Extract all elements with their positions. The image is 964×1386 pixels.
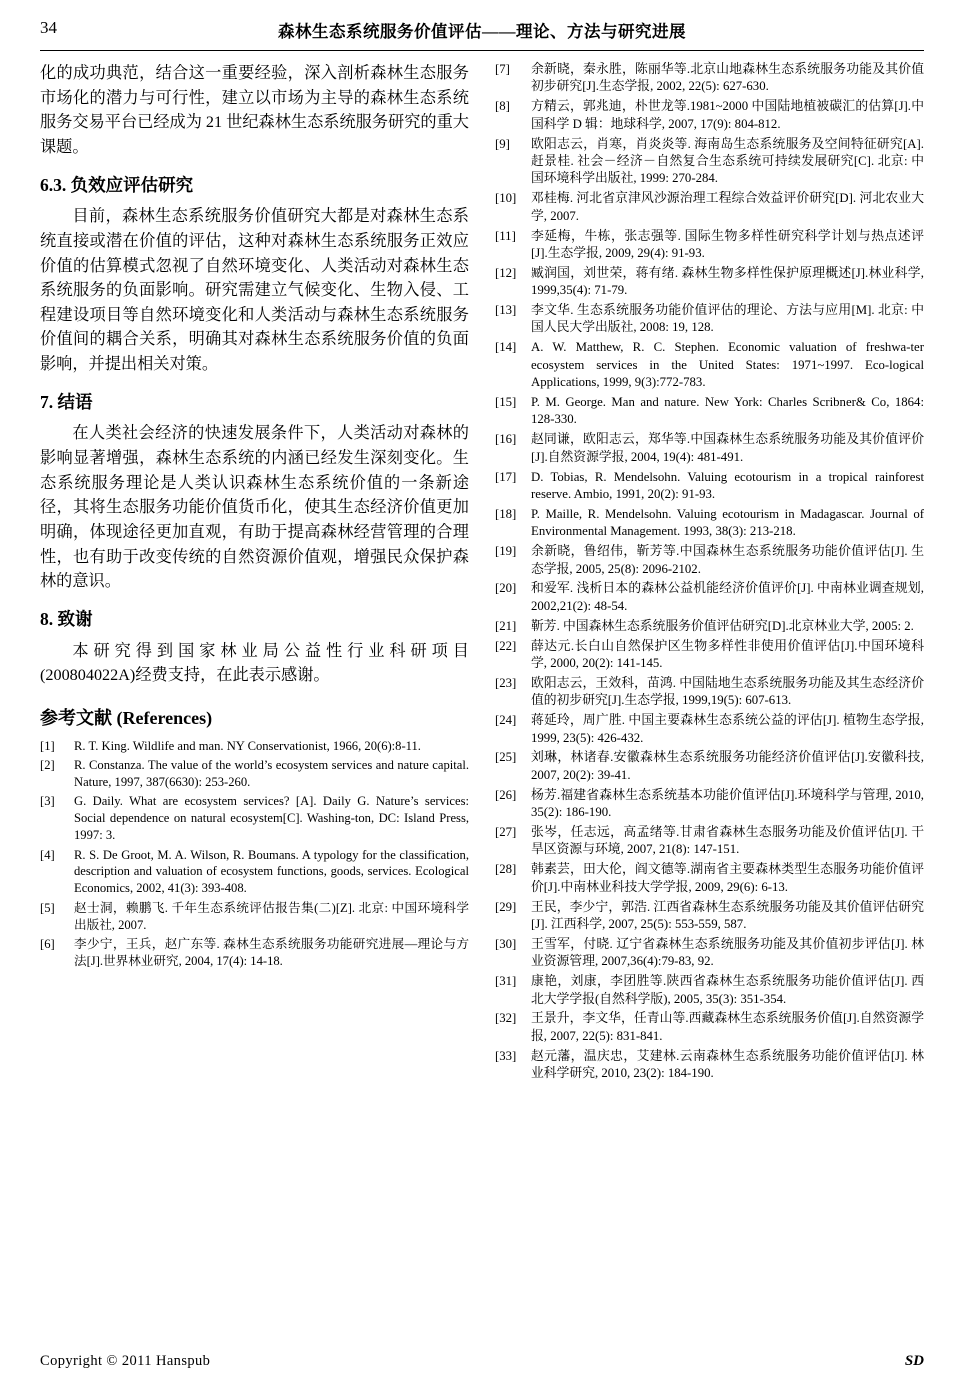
reference-text: A. W. Matthew, R. C. Stephen. Economic valuation of freshwa-ter ecosystem services in the United States: 1971~1997. Eco-logical Applications, 1999, 9(3):772-783.: [531, 340, 924, 390]
reference-text: 和爱军. 浅析日本的森林公益机能经济价值评价[J]. 中南林业调查规划, 2002,21(2): 48-54.: [531, 581, 924, 613]
reference-item: [40, 936, 469, 970]
reference-item: [495, 543, 924, 578]
two-column-body: [40, 61, 924, 1311]
reference-number: [18]: [495, 506, 517, 521]
reference-item: [495, 394, 924, 429]
reference-text: 邓桂梅. 河北省京津风沙源治理工程综合效益评价研究[D]. 河北农业大学, 2007.: [531, 191, 924, 223]
reference-text: 康艳，刘康，李团胜等.陕西省森林生态系统服务功能价值评估[J]. 西北大学学报(自然科学版), 2005, 35(3): 351-354.: [531, 974, 924, 1006]
reference-item: [495, 899, 924, 934]
references-heading: 参考文献 (References): [40, 707, 213, 728]
reference-text: R. S. De Groot, M. A. Wilson, R. Boumans. A typology for the classification, description and valuation of ecosystem functions, goods, services. Ecological Economics, 2002, 41(3): 393-408.: [74, 847, 469, 896]
section-7-body: 在人类社会经济的快速发展条件下，人类活动对森林的影响显著增强，森林生态系统的内涵已经发生深刻变化。生态系统服务理论是人类认识森林生态系统价值的一条新途径，其将生态服务功能价值货币化，使其生态经济价值更加明确，体现途径更加直观，有助于提高森林经营管理的合理性，也有助于改变传统的自然资源价值观，增强民众保护森林的意识。: [40, 424, 469, 591]
references-list-right: [495, 61, 924, 1097]
reference-number: [7]: [495, 62, 510, 76]
reference-text: 赵元藩，温庆忠，艾建林.云南森林生态系统服务功能价值评估[J]. 林业科学研究, 2010, 23(2): 184-190.: [531, 1048, 924, 1081]
reference-number: [26]: [495, 787, 517, 802]
reference-item: [495, 861, 924, 896]
reference-item: [495, 787, 924, 822]
reference-number: [30]: [495, 936, 517, 951]
reference-item: [495, 339, 924, 391]
reference-number: [29]: [495, 899, 517, 914]
reference-text: 杨芳.福建省森林生态系统基本功能价值评估[J].环境科学与管理, 2010, 35(2): 186-190.: [531, 787, 924, 820]
reference-number: [20]: [495, 581, 517, 596]
reference-item: [495, 469, 924, 504]
page-footer: [40, 1353, 924, 1370]
reference-item: [495, 302, 924, 337]
reference-item: [495, 638, 924, 673]
right-column: [495, 61, 924, 1311]
reference-text: 蒋延玲，周广胜. 中国主要森林生态系统公益的评估[J]. 植物生态学报, 1999, 23(5): 426-432.: [531, 713, 924, 745]
reference-number: [25]: [495, 750, 517, 765]
reference-text: 余新晓，秦永胜，陈丽华等.北京山地森林生态系统服务功能及其价值初步研究[J].生态学报, 2002, 22(5): 627-630.: [531, 62, 924, 94]
reference-number: [24]: [495, 713, 517, 728]
reference-item: [495, 265, 924, 300]
section-heading-6-3: 6.3. 负效应评估研究: [40, 174, 194, 195]
header-rule: [40, 50, 924, 51]
reference-item: [40, 847, 469, 898]
reference-item: [40, 900, 469, 934]
reference-number: [33]: [495, 1048, 517, 1063]
reference-item: [495, 98, 924, 133]
reference-text: 王景升，李文华，任青山等.西藏森林生态系统服务价值[J].自然资源学报, 2007, 22(5): 831-841.: [531, 1011, 924, 1043]
reference-item: [495, 1048, 924, 1083]
reference-item: [40, 793, 469, 844]
reference-number: [21]: [495, 618, 517, 633]
reference-text: D. Tobias, R. Mendelsohn. Valuing ecotourism in a tropical rainforest reserve. Ambio, 1991, 20(2): 91-93.: [531, 469, 924, 501]
reference-text: R. T. King. Wildlife and man. NY Conservationist, 1966, 20(6):8-11.: [74, 738, 421, 753]
reference-text: 方精云，郭兆迪，朴世龙等.1981~2000 中国陆地植被碳汇的估算[J].中国科学 D 辑：地球科学, 2007, 17(9): 804-812.: [531, 99, 924, 131]
reference-item: [495, 824, 924, 859]
reference-number: [28]: [495, 862, 517, 877]
reference-item: [495, 712, 924, 747]
reference-number: [27]: [495, 825, 517, 840]
reference-item: [40, 757, 469, 791]
reference-text: 张岑，任志远，高孟绪等.甘肃省森林生态服务功能及价值评估[J]. 干旱区资源与环境, 2007, 21(8): 147-151.: [531, 825, 924, 857]
reference-number: [19]: [495, 544, 517, 559]
reference-number: [14]: [495, 340, 517, 355]
reference-item: [495, 1010, 924, 1045]
reference-number: [15]: [495, 395, 517, 410]
reference-number: [3]: [40, 794, 55, 809]
page-header: [40, 18, 924, 48]
section-heading-8: 8. 致谢: [40, 608, 93, 629]
reference-number: [16]: [495, 432, 517, 447]
running-title: 森林生态系统服务价值评估——理论、方法与研究进展: [278, 22, 686, 41]
left-column: [40, 61, 469, 1311]
reference-item: [495, 228, 924, 263]
reference-number: [5]: [40, 900, 55, 915]
reference-number: [22]: [495, 638, 517, 653]
reference-text: G. Daily. What are ecosystem services? [A]. Daily G. Nature’s services: Social dependence on natural ecosystem[C]. Washing-ton, DC: Island Press, 1997: 3.: [74, 794, 469, 843]
reference-text: 刘琳，林诸春.安徽森林生态系统服务功能经济价值评估[J].安徽科技, 2007, 20(2): 39-41.: [531, 750, 924, 782]
section-6-3-body: 目前，森林生态系统服务价值研究大都是对森林生态系统直接或潜在价值的评估，这种对森林生态系统服务正效应价值的估算模式忽视了自然环境变化、人类活动对森林生态系统服务的负面影响。研究需建立气候变化、生物入侵、工程建设项目等自然环境变化和人类活动与森林生态系统服务价值间的耦合关系，明确其对森林生态系统服务价值的负面影响，并提出相关对策。: [40, 207, 469, 373]
reference-text: 欧阳志云，王效科，苗鸿. 中国陆地生态系统服务功能及其生态经济价值的初步研究[J].生态学报, 1999,19(5): 607-613.: [531, 675, 924, 708]
reference-number: [1]: [40, 738, 55, 753]
reference-text: 王民，李少宁，郭浩. 江西省森林生态系统服务功能及其价值评估研究[J]. 江西科学, 2007, 25(5): 553-559, 587.: [531, 899, 924, 931]
reference-number: [10]: [495, 191, 517, 206]
reference-number: [17]: [495, 469, 517, 484]
reference-text: 欧阳志云，肖寒，肖炎炎等. 海南岛生态系统服务及空间特征研究[A]. 赶景桂. 社会－经济－自然复合生态系统可持续发展研究[C]. 北京: 中国环境科学出版社, 1999: 270-284.: [531, 136, 924, 186]
reference-number: [13]: [495, 303, 517, 318]
reference-number: [4]: [40, 847, 55, 862]
section-heading-7: 7. 结语: [40, 391, 93, 412]
reference-text: 臧润国，刘世荣，蒋有绪. 森林生物多样性保护原理概述[J].林业科学, 1999,35(4): 71-79.: [531, 265, 924, 298]
reference-text: 李延梅，牛栋，张志强等. 国际生物多样性研究科学计划与热点述评[J].生态学报, 2009, 29(4): 91-93.: [531, 228, 924, 260]
reference-item: [40, 738, 469, 755]
reference-text: P. M. George. Man and nature. New York: Charles Scribner& Co, 1864: 128-330.: [531, 395, 924, 427]
reference-number: [12]: [495, 265, 517, 280]
reference-text: 赵同谦，欧阳志云，郑华等.中国森林生态系统服务功能及其价值评价[J].自然资源学报, 2004, 19(4): 481-491.: [531, 432, 924, 464]
reference-number: [9]: [495, 136, 510, 151]
reference-text: P. Maille, R. Mendelsohn. Valuing ecotourism in Madagascar. Journal of Environmental Management. 1993, 38(3): 213-218.: [531, 506, 924, 539]
journal-mark: SD: [904, 1353, 924, 1369]
reference-item: [495, 675, 924, 710]
reference-text: 李文华. 生态系统服务功能价值评估的理论、方法与应用[M]. 北京: 中国人民大学出版社, 2008: 19, 128.: [531, 303, 924, 335]
reference-item: [495, 506, 924, 541]
reference-number: [6]: [40, 936, 55, 951]
reference-item: [495, 190, 924, 225]
reference-number: [31]: [495, 974, 517, 989]
reference-item: [495, 973, 924, 1008]
references-list-left: [40, 738, 469, 970]
reference-text: 李少宁，王兵，赵广东等. 森林生态系统服务功能研究进展—理论与方法[J].世界林业研究, 2004, 17(4): 14-18.: [74, 936, 469, 968]
reference-number: [11]: [495, 228, 516, 243]
reference-item: [495, 431, 924, 466]
copyright-text: Copyright © 2011 Hanspub: [40, 1353, 211, 1369]
reference-text: 韩素芸，田大伦，阎文德等.湖南省主要森林类型生态服务功能价值评价[J].中南林业科技大学学报, 2009, 29(6): 6-13.: [531, 862, 924, 894]
reference-item: [495, 936, 924, 971]
reference-text: R. Constanza. The value of the world’s ecosystem services and nature capital. Nature, 1997, 387(6630): 253-260.: [74, 758, 469, 789]
reference-number: [23]: [495, 675, 517, 690]
reference-text: 王雪军，付晓. 辽宁省森林生态系统服务功能及其价值初步评估[J]. 林业资源管理, 2007,36(4):79-83, 92.: [531, 936, 924, 969]
reference-item: [495, 61, 924, 96]
reference-number: [32]: [495, 1011, 517, 1026]
page-number: 34: [40, 18, 57, 37]
reference-item: [495, 580, 924, 615]
reference-item: [495, 749, 924, 784]
reference-text: 余新晓，鲁绍伟，靳芳等.中国森林生态系统服务功能价值评估[J]. 生态学报, 2005, 25(8): 2096-2102.: [531, 544, 924, 576]
reference-item: [495, 618, 924, 635]
reference-text: 薛达元.长白山自然保护区生物多样性非使用价值评估[J].中国环境科学, 2000, 20(2): 141-145.: [531, 638, 924, 670]
section-8-body: 本研究得到国家林业局公益性行业科研项目(200804022A)经费支持，在此表示感谢。: [40, 641, 469, 685]
reference-text: 赵士洞，赖鹏飞. 千年生态系统评估报告集(二)[Z]. 北京: 中国环境科学出版社, 2007.: [74, 900, 469, 932]
reference-number: [8]: [495, 99, 510, 114]
reference-number: [2]: [40, 758, 55, 773]
intro-paragraph: 化的成功典范，结合这一重要经验，深入剖析森林生态服务市场化的潜力与可行性，建立以市场为主导的森林生态系统服务交易平台已经成为 21 世纪森林生态系统服务研究的重大课题。: [40, 64, 469, 156]
reference-item: [495, 136, 924, 188]
reference-text: 靳芳. 中国森林生态系统服务价值评估研究[D].北京林业大学, 2005: 2.: [531, 618, 914, 633]
